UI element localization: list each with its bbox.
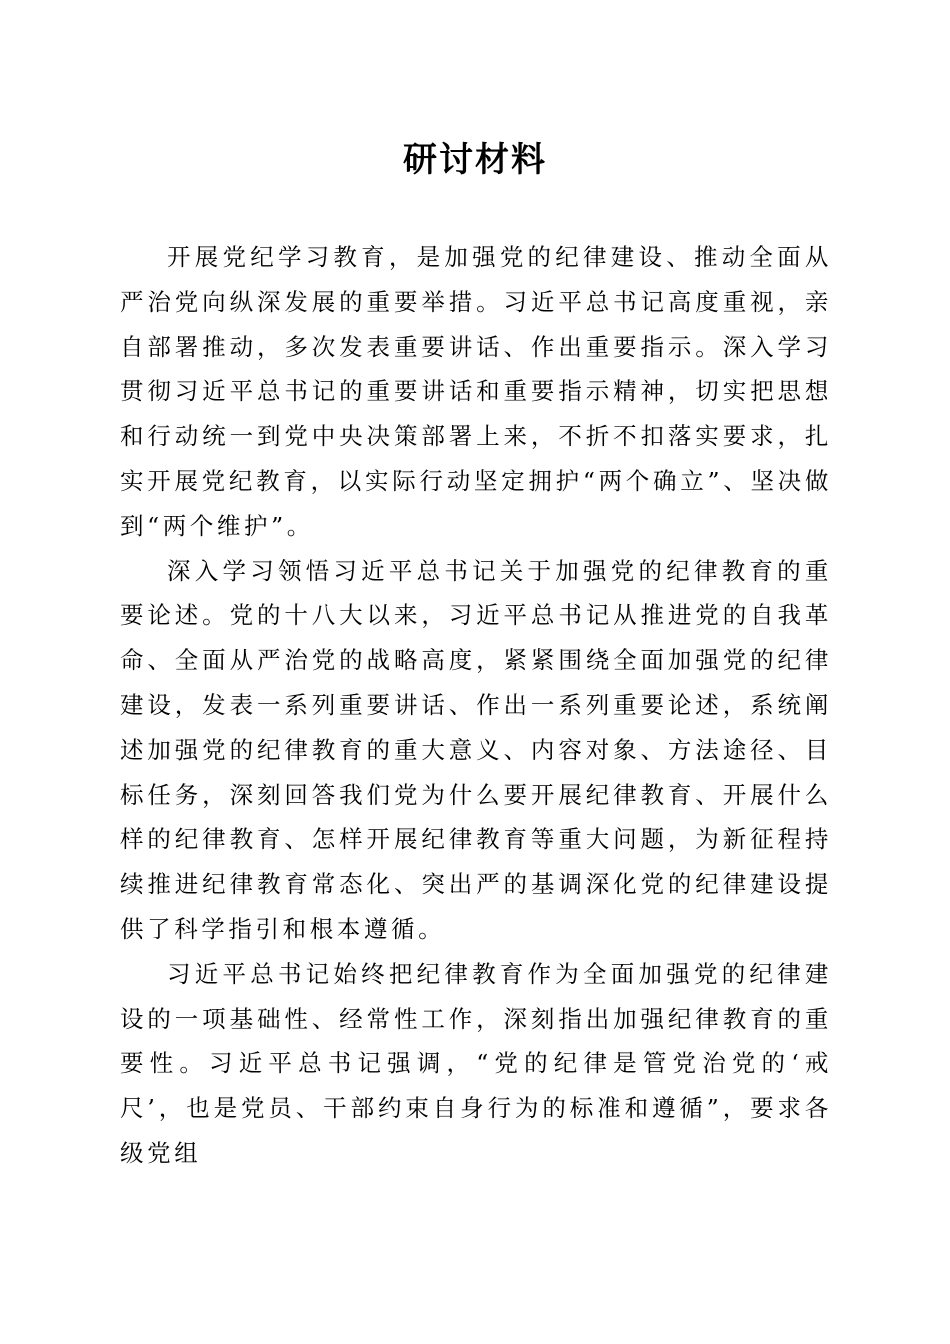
document-body [120,235,832,1176]
paragraph-1: 开展党纪学习教育，是加强党的纪律建设、推动全面从严治党向纵深发展的重要举措。习近平总书记高度重视，亲自部署推动，多次发表重要讲话、作出重要指示。深入学习贯彻习近平总书记的重要讲话和重要指示精神，切实把思想和行动统一到党中央决策部署上来，不折不扣落实要求，扎实开展党纪教育，以实际行动坚定拥护“两个确立”、坚决做到“两个维护”。 [120,243,832,540]
document-title: 研讨材料 [403,140,547,180]
paragraph-3: 习近平总书记始终把纪律教育作为全面加强党的纪律建设的一项基础性、经常性工作，深刻指出加强纪律教育的重要性。习近平总书记强调，“党的纪律是管党治党的‘戒尺’，也是党员、干部约束自身行为的标准和遵循”，要求各级党组 [120,959,832,1167]
paragraph-2: 深入学习领悟习近平总书记关于加强党的纪律教育的重要论述。党的十八大以来，习近平总书记从推进党的自我革命、全面从严治党的战略高度，紧紧围绕全面加强党的纪律建设，发表一系列重要讲话、作出一系列重要论述，系统阐述加强党的纪律教育的重大意义、内容对象、方法途径、目标任务，深刻回答我们党为什么要开展纪律教育、开展什么样的纪律教育、怎样开展纪律教育等重大问题，为新征程持续推进纪律教育常态化、突出严的基调深化党的纪律建设提供了科学指引和根本遵循。 [120,556,832,943]
